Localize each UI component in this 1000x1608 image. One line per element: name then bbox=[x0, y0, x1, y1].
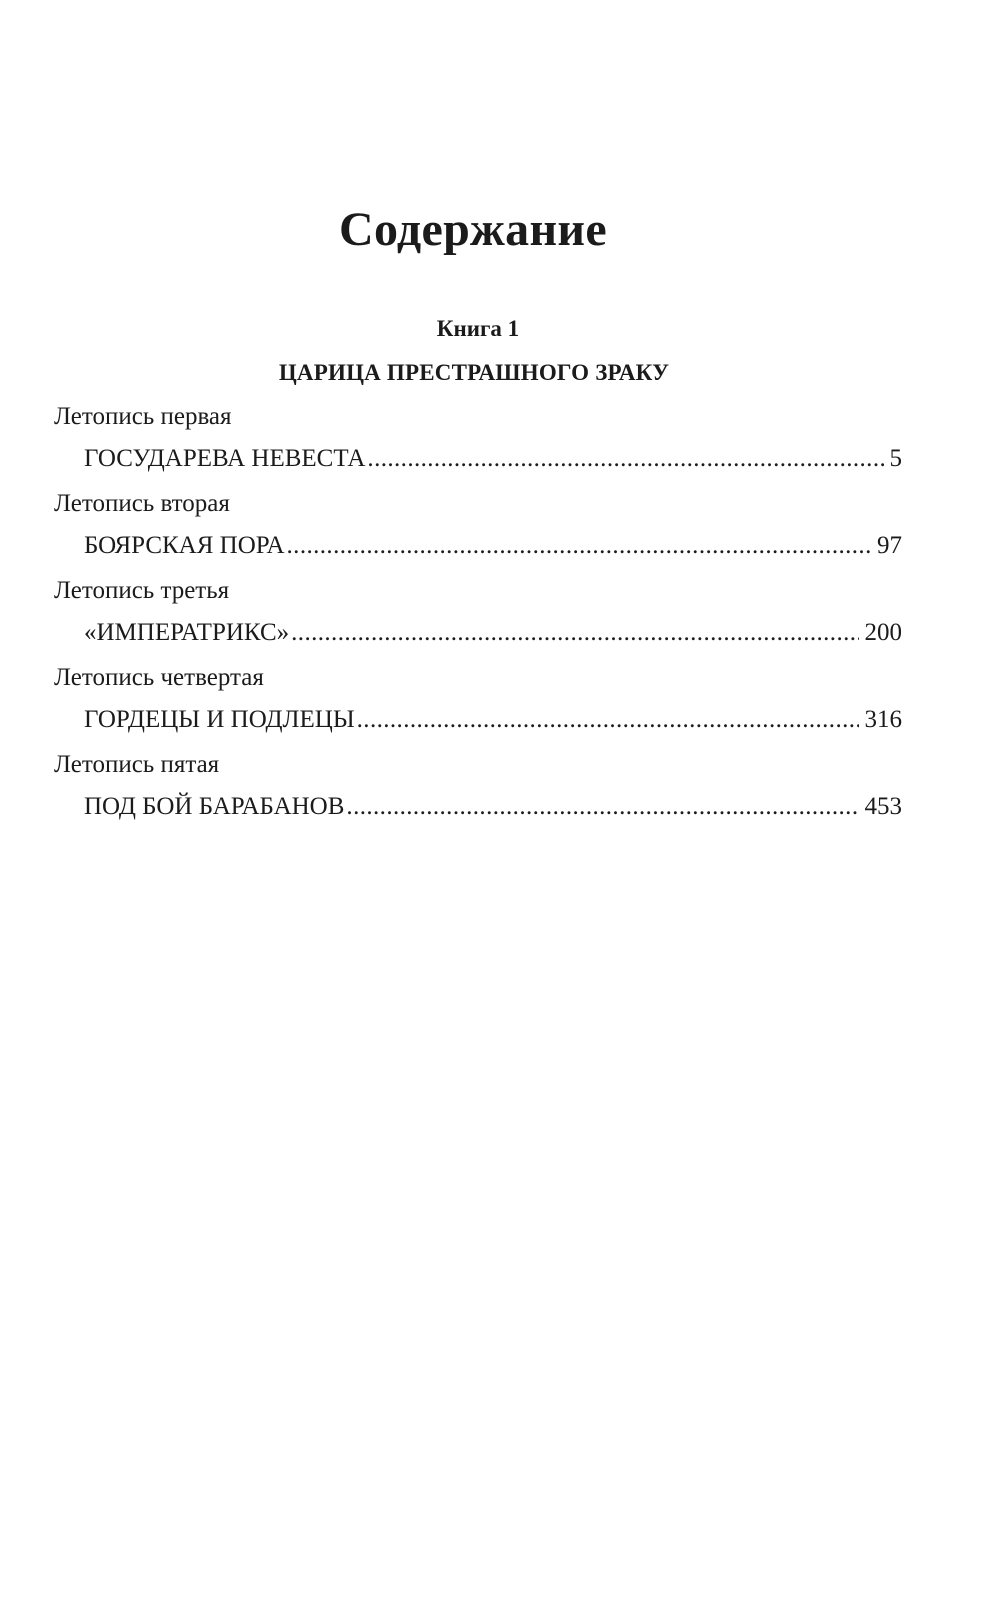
toc-section bbox=[54, 574, 902, 661]
dot-leader bbox=[346, 790, 858, 824]
chronicle-label: Летопись четвертая bbox=[54, 664, 264, 691]
page-number: 97 bbox=[877, 532, 902, 559]
book-label: Книга 1 bbox=[436, 316, 520, 341]
toc-section bbox=[54, 661, 902, 748]
dot-leader bbox=[367, 442, 883, 476]
page-number: 316 bbox=[864, 706, 902, 733]
entry-title: БОЯРСКАЯ ПОРА bbox=[84, 532, 285, 559]
toc-section bbox=[54, 748, 902, 835]
page-number: 453 bbox=[864, 793, 902, 820]
entry-title: ПОД БОЙ БАРАБАНОВ bbox=[84, 793, 345, 820]
toc-entry bbox=[54, 529, 902, 574]
toc-entry bbox=[54, 442, 902, 487]
toc-section bbox=[54, 487, 902, 574]
toc-entry bbox=[54, 790, 902, 835]
toc-entry bbox=[54, 616, 902, 661]
toc-section bbox=[54, 400, 902, 487]
page-title: Содержание bbox=[339, 203, 607, 256]
chronicle-label: Летопись вторая bbox=[54, 490, 230, 517]
chronicle-label: Летопись пятая bbox=[54, 751, 220, 778]
chronicle-label: Летопись первая bbox=[54, 403, 232, 430]
chronicle-label: Летопись третья bbox=[54, 577, 230, 604]
entry-title: ГОРДЕЦЫ И ПОДЛЕЦЫ bbox=[84, 706, 355, 733]
entry-title: «ИМПЕРАТРИКС» bbox=[84, 619, 290, 646]
page-number: 200 bbox=[864, 619, 902, 646]
page-number: 5 bbox=[889, 445, 902, 472]
dot-leader bbox=[357, 703, 859, 737]
entry-title: ГОСУДАРЕВА НЕВЕСТА bbox=[84, 445, 366, 472]
dot-leader bbox=[287, 529, 871, 563]
book-title: ЦАРИЦА ПРЕСТРАШНОГО ЗРАКУ bbox=[278, 360, 670, 385]
toc-entry bbox=[54, 703, 902, 748]
dot-leader bbox=[291, 616, 858, 650]
table-of-contents bbox=[54, 400, 902, 835]
